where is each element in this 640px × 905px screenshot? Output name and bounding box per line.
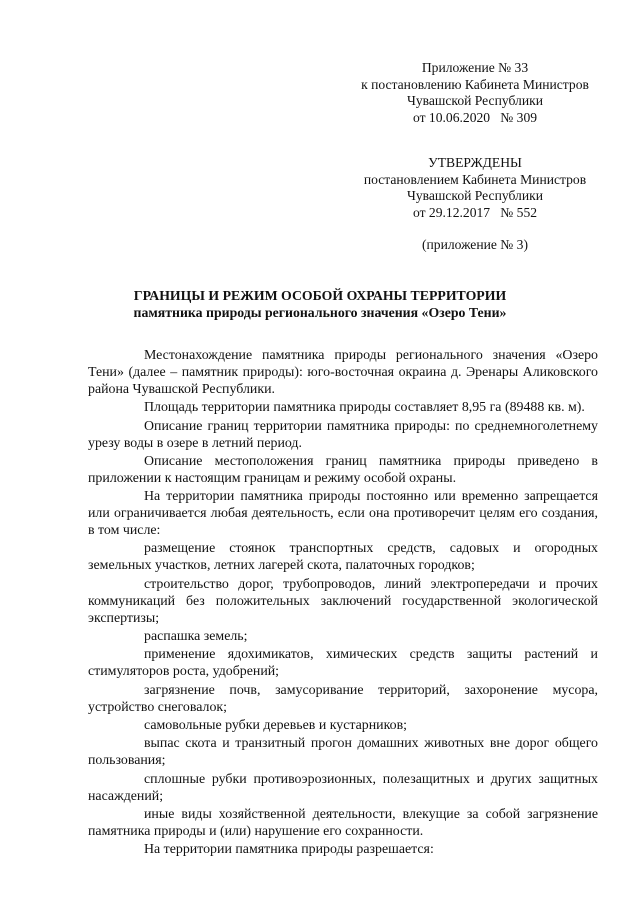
paragraph-boundary-description: Описание границ территории памятника природы: по среднемноголетнему урезу воды в озере в летний период. [88,418,598,451]
paragraph-prohibitions-intro: На территории памятника природы постоянно или временно запрещается или ограничивается любая деятельность, если она противоречит целям его создания, в том числе: [88,489,598,539]
paragraph-permitted-intro: На территории памятника природы разрешается: [144,842,434,858]
document-body [88,348,598,859]
list-item: загрязнение почв, замусоривание территорий, захоронение мусора, устройство снеговалок; [88,682,598,715]
list-item: иные виды хозяйственной деятельности, влекущие за собой загрязнение памятника природы и (или) нарушение его сохранности. [88,807,598,839]
document-title [60,287,580,321]
paragraph-location: Местонахождение памятника природы регионального значения «Озеро Тени» (далее – памятник природы): юго-восточная окраина д. Эренары Аликовского района Чувашской Республики. [88,348,598,397]
approval-heading: УТВЕРЖДЕНЫ [428,155,522,170]
list-item: размещение стоянок транспортных средств, садовых и огородных земельных участков, летних лагерей скота, палаточных городков; [88,541,598,574]
approval-date: от 29.12.2017 № 552 [412,204,538,220]
list-item: сплошные рубки противоэрозионных, полезащитных и других защитных насаждений; [88,771,598,804]
appendix-resolution: к постановлению Кабинета Министров [361,76,589,92]
title-main: ГРАНИЦЫ И РЕЖИМ ОСОБОЙ ОХРАНЫ ТЕРРИТОРИИ [133,288,507,303]
approval-republic: Чувашской Республики [407,188,543,203]
approval-note: (приложение № 3) [421,237,529,252]
list-item: применение ядохимикатов, химических средств защиты растений и стимуляторов роста, удобрений; [88,647,598,680]
paragraph-boundary-location: Описание местоположения границ памятника природы приведено в приложении к настоящим границам и режиму особой охраны. [88,453,598,486]
list-item: самовольные рубки деревьев и кустарников; [144,718,408,734]
list-item: строительство дорог, трубопроводов, линий электропередачи и прочих коммуникаций без положительных заключений государственной экологической экспертизы; [88,576,598,626]
appendix-number: Приложение № 33 [421,60,529,75]
appendix-republic: Чувашской Республики [407,93,543,108]
appendix-block [340,60,610,126]
title-sub: памятника природы регионального значения «Озеро Тени» [133,305,507,320]
approval-block [340,155,610,254]
appendix-date: от 10.06.2020 № 309 [412,109,538,125]
list-item: распашка земель; [144,629,248,644]
approval-resolution: постановлением Кабинета Министров [363,171,587,187]
paragraph-area: Площадь территории памятника природы составляет 8,95 га (89488 кв. м). [144,400,585,416]
list-item: выпас скота и транзитный прогон домашних животных вне дорог общего пользования; [88,736,598,769]
